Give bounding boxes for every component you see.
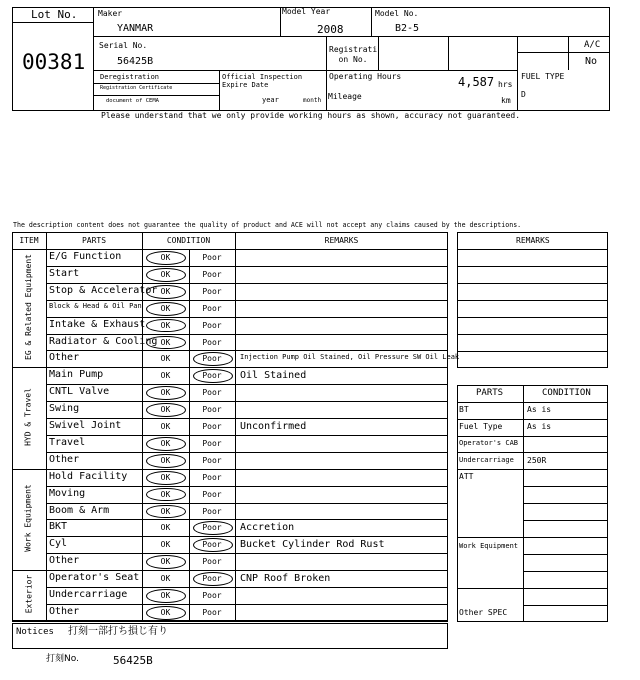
row-remark: CNP Roof Broken — [240, 573, 331, 585]
row-part-label: Other — [49, 453, 80, 465]
right-part-undercarriage: Undercarriage — [459, 456, 514, 464]
lot-number: 00381 — [22, 50, 86, 74]
row-part-label: Travel — [49, 436, 86, 448]
ok-circle-mark — [146, 251, 186, 265]
right-work-equipment-label: Work Equipment — [459, 542, 519, 550]
row-poor-option: Poor — [202, 506, 222, 516]
ok-circle-mark — [146, 471, 186, 485]
serial-label: Serial No. — [99, 41, 148, 50]
row-part-label: Cyl — [49, 538, 68, 550]
ok-circle-mark — [146, 437, 186, 451]
row-remark: Injection Pump Oil Stained, Oil Pressure SW Oil Leak — [240, 353, 460, 362]
row-poor-option: Poor — [202, 320, 222, 330]
ok-circle-mark — [146, 302, 186, 316]
row-poor-option: Poor — [202, 286, 222, 296]
row-remark: Accretion — [240, 522, 295, 534]
row-poor-option: Poor — [202, 253, 222, 262]
ac-value: No — [585, 56, 598, 67]
row-ok-option: OK — [160, 489, 171, 499]
condition-header: CONDITION — [166, 236, 211, 245]
row-part-label: Other — [49, 555, 80, 567]
row-ok-option: OK — [160, 303, 171, 313]
row-part-label: Swivel Joint — [49, 420, 122, 431]
row-poor-option: Poor — [202, 405, 222, 415]
hrs-unit: hrs — [498, 80, 513, 89]
row-ok-option: OK — [160, 472, 171, 482]
group-label: Exterior — [23, 575, 33, 614]
fuel-type-label: FUEL TYPE — [521, 72, 565, 81]
right-att-label: ATT — [459, 472, 474, 481]
row-part-label: Moving — [49, 487, 86, 499]
year-label: year — [262, 96, 279, 104]
row-part-label: Other — [49, 352, 80, 364]
stamp-label: 打刻No. — [46, 654, 79, 664]
row-remark: Bucket Cylinder Rod Rust — [240, 539, 385, 551]
document-of-cema-label: document of CEMA — [106, 98, 159, 104]
right-remarks-header: REMARKS — [516, 236, 550, 245]
row-ok-option: OK — [160, 574, 171, 584]
lot-label: Lot No. — [31, 8, 78, 21]
operating-hours-label: Operating Hours — [329, 72, 402, 81]
ok-circle-mark — [146, 268, 186, 282]
row-ok-option: OK — [160, 422, 171, 431]
row-part-label: Hold Facility — [49, 470, 128, 482]
row-ok-option: OK — [160, 354, 171, 364]
row-part-label: Other — [49, 605, 80, 617]
group-label: EG & Related Equipment — [24, 254, 34, 361]
hours-disclaimer: Please understand that we only provide working hours as shown, accuracy not guaranteed. — [101, 111, 521, 120]
ok-circle-mark — [146, 555, 186, 569]
row-part-label: Undercarriage — [49, 589, 128, 600]
row-ok-option: OK — [160, 253, 171, 262]
model-no-label: Model No. — [375, 9, 419, 18]
row-poor-option: Poor — [202, 371, 222, 381]
row-ok-option: OK — [160, 371, 171, 381]
row-poor-option: Poor — [202, 574, 222, 584]
operating-hours-value: 4,587 — [458, 75, 495, 89]
row-part-label: Stop & Accelerator — [49, 284, 158, 296]
ok-circle-mark — [146, 386, 186, 400]
row-remark: Oil Stained — [240, 370, 307, 382]
row-part-label: Main Pump — [49, 369, 104, 381]
row-ok-option: OK — [160, 557, 171, 567]
maker-value: YANMAR — [117, 23, 154, 34]
row-ok-option: OK — [160, 269, 171, 279]
row-poor-option: Poor — [202, 455, 222, 465]
row-poor-option: Poor — [202, 472, 222, 482]
ok-circle-mark — [146, 403, 186, 417]
row-poor-option: Poor — [202, 540, 222, 550]
ok-circle-mark — [146, 454, 186, 468]
maker-label: Maker — [98, 9, 123, 18]
right-condition-header: CONDITION — [542, 388, 591, 398]
inspection-label: Official Inspection Expire Date — [222, 73, 303, 89]
right-cond-bt: As is — [527, 405, 552, 414]
row-poor-option: Poor — [202, 557, 222, 567]
mileage-label: Mileage — [328, 92, 362, 101]
notices-label: Notices — [16, 627, 54, 637]
row-poor-option: Poor — [202, 607, 222, 617]
poor-circle-mark — [193, 572, 233, 586]
month-label: month — [303, 97, 322, 104]
model-year-value: 2008 — [317, 23, 344, 36]
row-part-label: Start — [49, 267, 80, 279]
row-poor-option: Poor — [202, 388, 222, 398]
row-part-label: Boom & Arm — [49, 504, 110, 516]
row-ok-option: OK — [160, 438, 171, 448]
right-part-operator-cab: Operator's CAB — [459, 439, 519, 447]
row-part-label: CNTL Valve — [49, 386, 110, 398]
row-part-label: Intake & Exhaust — [49, 318, 146, 330]
row-ok-option: OK — [160, 337, 171, 347]
row-poor-option: Poor — [202, 303, 222, 313]
row-poor-option: Poor — [202, 591, 222, 600]
ok-circle-mark — [146, 285, 186, 299]
right-parts-header: PARTS — [476, 388, 504, 398]
remarks-header: REMARKS — [324, 236, 359, 245]
right-cond-undercarriage: 250R — [527, 456, 547, 465]
ok-circle-mark — [146, 606, 186, 620]
ok-circle-mark — [146, 589, 186, 603]
registration-certificate-label: Registration Certificate — [100, 85, 173, 91]
row-remark: Unconfirmed — [240, 421, 307, 432]
group-label: HYD & Travel — [24, 388, 34, 446]
model-year-label: Model Year — [282, 7, 331, 16]
registration-label: Registrati on No. — [329, 45, 378, 64]
row-ok-option: OK — [160, 591, 171, 600]
stamp-value: 56425B — [113, 654, 153, 667]
row-poor-option: Poor — [202, 337, 222, 347]
row-part-label: Block & Head & Oil Pan — [49, 301, 142, 310]
right-cond-fuel-type: As is — [527, 422, 552, 431]
row-poor-option: Poor — [202, 354, 222, 364]
row-part-label: Operator's Seat — [49, 572, 140, 584]
notices-value: 打刻一部打ち損じ有り — [68, 626, 168, 637]
row-part-label: Swing — [49, 403, 80, 415]
row-poor-option: Poor — [202, 422, 222, 431]
fuel-type-value: D — [521, 90, 526, 99]
item-header: ITEM — [19, 236, 39, 245]
deregistration-label: Deregistration — [100, 73, 160, 81]
ac-label: A/C — [584, 40, 601, 50]
model-no-value: B2-5 — [395, 23, 420, 34]
row-ok-option: OK — [160, 455, 171, 465]
row-ok-option: OK — [160, 320, 171, 330]
row-poor-option: Poor — [202, 523, 222, 533]
group-label: Work Equipment — [24, 484, 34, 553]
row-ok-option: OK — [160, 286, 171, 296]
row-ok-option: OK — [160, 388, 171, 398]
right-part-bt: BT — [459, 405, 469, 414]
description-disclaimer: The description content does not guarantee the quality of product and ACE will not accept any claims caused by the descriptions. — [13, 221, 522, 229]
row-poor-option: Poor — [202, 438, 222, 448]
right-other-spec-label: Other SPEC — [459, 608, 508, 617]
km-unit: km — [501, 96, 511, 105]
row-part-label: E/G Function — [49, 251, 122, 262]
row-ok-option: OK — [160, 405, 171, 415]
row-ok-option: OK — [160, 540, 171, 550]
row-ok-option: OK — [160, 506, 171, 516]
row-part-label: BKT — [49, 521, 68, 533]
parts-header: PARTS — [81, 236, 107, 245]
row-poor-option: Poor — [202, 269, 222, 279]
row-ok-option: OK — [160, 523, 171, 533]
row-part-label: Radiator & Cooling — [49, 335, 158, 347]
right-part-fuel-type: Fuel Type — [459, 422, 503, 431]
row-ok-option: OK — [160, 607, 171, 617]
serial-value: 56425B — [117, 56, 154, 67]
row-poor-option: Poor — [202, 489, 222, 499]
